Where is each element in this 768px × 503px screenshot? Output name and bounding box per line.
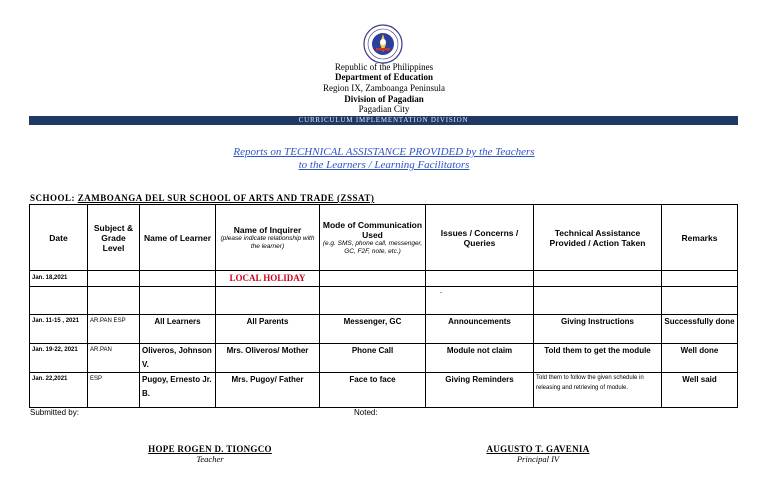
header-inquirer-note: (please indicate relationship with the learner) — [220, 234, 315, 250]
technical-assistance-table — [29, 204, 738, 408]
cell-subject: AR.PAN ESP — [88, 315, 140, 344]
cell-inquirer: Mrs. Oliveros/ Mother — [216, 344, 320, 373]
header-republic: Republic of the Philippines — [334, 62, 434, 72]
cell-remarks: Well done — [662, 344, 738, 373]
cell-date: Jan. 22,2021 — [30, 373, 88, 408]
principal-role: Principal IV — [516, 454, 560, 464]
teacher-role: Teacher — [196, 454, 224, 464]
cell-assistance: Told them to follow the given schedule in releasing and retrieving of module. — [534, 373, 662, 408]
header-mode-label: Mode of Communication Used — [322, 219, 423, 240]
cell-date: Jan. 19-22, 2021 — [30, 344, 88, 373]
header-city: Pagadian City — [358, 104, 410, 114]
header-date: Date — [30, 205, 88, 271]
header-department: Department of Education — [335, 72, 433, 82]
header-inquirer — [216, 205, 320, 271]
noted-label: Noted: — [354, 408, 378, 417]
cell-assistance: Told them to get the module — [534, 344, 662, 373]
header-mode-note: (e.g. SMS, phone call, messenger, GC, F2F, note, etc.) — [322, 239, 423, 255]
table-header-row — [30, 205, 738, 271]
cell-mark: - — [426, 287, 534, 315]
table-row — [30, 287, 738, 315]
cell-subject: AR.PAN — [88, 344, 140, 373]
teacher-signature-block — [120, 444, 300, 464]
header-remarks: Remarks — [662, 205, 738, 271]
cell-mode: Phone Call — [320, 344, 426, 373]
header-inquirer-label: Name of Inquirer — [233, 224, 302, 235]
cell-remarks: Well said — [662, 373, 738, 408]
header-learner: Name of Learner — [140, 205, 216, 271]
report-title-line2: to the Learners / Learning Facilitators — [298, 159, 470, 171]
cell-mode: Messenger, GC — [320, 315, 426, 344]
table-row — [30, 344, 738, 373]
header-division: Division of Pagadian — [344, 94, 424, 104]
teacher-name: HOPE ROGEN D. TIONGCO — [148, 444, 272, 454]
cell-subject: ESP — [88, 373, 140, 408]
cell-issues: Giving Reminders — [426, 373, 534, 408]
header-mode — [320, 205, 426, 271]
table-row — [30, 373, 738, 408]
cell-issues: Announcements — [426, 315, 534, 344]
submitted-by-label: Submitted by: — [30, 408, 79, 417]
report-title-line1: Reports on TECHNICAL ASSISTANCE PROVIDED by the Teachers — [233, 146, 535, 158]
school-line — [30, 193, 374, 203]
school-label: SCHOOL: — [30, 193, 76, 203]
header-issues: Issues / Concerns / Queries — [426, 205, 534, 271]
header-region: Region IX, Zamboanga Peninsula — [323, 83, 445, 93]
cell-inquirer: Mrs. Pugoy/ Father — [216, 373, 320, 408]
cell-learner: Oliveros, Johnson V. — [140, 344, 216, 373]
cell-remarks: Successfully done — [662, 315, 738, 344]
principal-name: AUGUSTO T. GAVENIA — [486, 444, 590, 454]
table-row — [30, 315, 738, 344]
cell-issues: Module not claim — [426, 344, 534, 373]
cell-mode: Face to face — [320, 373, 426, 408]
cell-inquirer: All Parents — [216, 315, 320, 344]
cell-date: Jan. 18,2021 — [30, 271, 88, 287]
cell-learner: Pugoy, Ernesto Jr. B. — [140, 373, 216, 408]
division-bar: CURRICULUM IMPLEMENTATION DIVISION — [29, 116, 738, 125]
table-row — [30, 271, 738, 287]
cell-learner: All Learners — [140, 315, 216, 344]
cell-date: Jan. 11-15 , 2021 — [30, 315, 88, 344]
cell-holiday: LOCAL HOLIDAY — [216, 271, 320, 287]
header-subject: Subject & Grade Level — [88, 205, 140, 271]
cell-assistance: Giving Instructions — [534, 315, 662, 344]
school-name: ZAMBOANGA DEL SUR SCHOOL OF ARTS AND TRADE (ZSSAT) — [77, 193, 375, 203]
deped-seal-logo — [363, 24, 403, 64]
principal-signature-block — [448, 444, 628, 464]
header-assistance: Technical Assistance Provided / Action Taken — [534, 205, 662, 271]
